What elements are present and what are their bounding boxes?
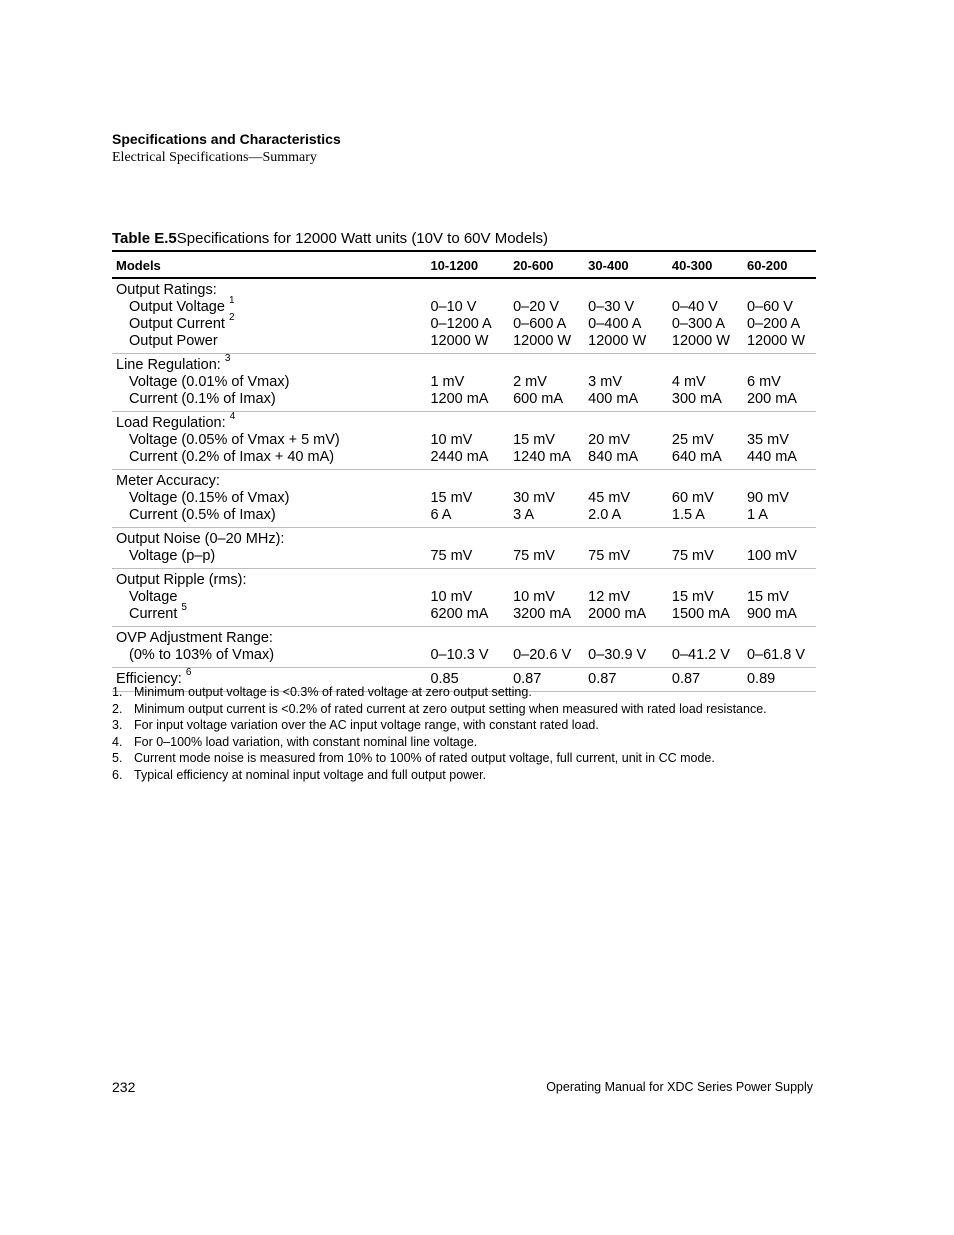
value: 2000 mA (588, 606, 647, 622)
value: 4 mV (671, 374, 706, 390)
footnote-ref: 3 (224, 353, 231, 365)
footnote-ref: 5 (181, 602, 187, 614)
parameter-label-line (116, 490, 422, 507)
value: 1200 mA (430, 391, 489, 407)
value: 0–30.9 V (588, 647, 647, 663)
value-cell (426, 412, 509, 470)
value-cell (668, 569, 743, 627)
value: 12000 W (588, 333, 647, 349)
value-cell (668, 354, 743, 412)
footnote-number: 3. (112, 718, 123, 732)
value: 12000 W (746, 333, 806, 349)
parameter-label-line (116, 333, 422, 350)
value: 15 mV (746, 589, 789, 605)
footnotes-list (112, 684, 767, 783)
value: 1240 mA (513, 449, 572, 465)
footnote-item (112, 750, 767, 767)
column-header: Models (112, 251, 426, 278)
parameter-label-line (116, 647, 422, 664)
value: 75 mV (513, 548, 555, 564)
parameter-label: Voltage (0.15% of Vmax) (129, 490, 290, 506)
footnote-text: For input voltage variation over the AC input voltage range, with constant rated load. (134, 718, 599, 732)
value-cell (668, 528, 743, 569)
column-header: 20-600 (509, 251, 584, 278)
value: 200 mA (746, 391, 797, 407)
value-cell (743, 627, 816, 668)
value-cell (584, 470, 668, 528)
value: 10 mV (513, 589, 555, 605)
value-cell (426, 278, 509, 354)
value: 15 mV (513, 432, 555, 448)
value: 640 mA (671, 449, 722, 465)
parameter-cell (112, 354, 426, 412)
value: 840 mA (588, 449, 639, 465)
value: 20 mV (588, 432, 631, 448)
value: 0.87 (588, 671, 617, 687)
value: 25 mV (671, 432, 714, 448)
value-cell (584, 627, 668, 668)
value: 0–600 A (513, 316, 567, 332)
value-cell (509, 278, 584, 354)
value: 1.5 A (671, 507, 705, 523)
value: 0–41.2 V (671, 647, 730, 663)
parameter-cell (112, 569, 426, 627)
table-caption-text: Specifications for 12000 Watt units (10V to 60V Models) (176, 230, 549, 247)
parameter-label-line (116, 374, 422, 391)
value: 440 mA (746, 449, 797, 465)
value: 600 mA (513, 391, 564, 407)
footnote-ref: 1 (228, 295, 235, 307)
value: 0–40 V (671, 299, 718, 315)
value-cell (743, 278, 816, 354)
section-subtitle: Electrical Specifications—Summary (112, 150, 317, 165)
value: 2440 mA (430, 449, 489, 465)
value: 3200 mA (513, 606, 572, 622)
footnote-ref: 6 (185, 667, 192, 679)
parameter-label: Voltage (p–p) (129, 548, 216, 564)
value: 0–300 A (671, 316, 726, 332)
value: 0–30 V (588, 299, 635, 315)
value: 2 mV (513, 374, 547, 390)
value: 400 mA (588, 391, 639, 407)
parameter-cell (112, 412, 426, 470)
value: 0–10.3 V (430, 647, 489, 663)
value-cell (509, 412, 584, 470)
value: 15 mV (430, 490, 473, 506)
table-row (112, 470, 816, 528)
parameter-label: Voltage (0.05% of Vmax + 5 mV) (129, 432, 340, 448)
value-cell (584, 412, 668, 470)
table-header-row (112, 251, 816, 278)
value: 0–20 V (513, 299, 560, 315)
value: 12000 W (513, 333, 572, 349)
value-cell (426, 569, 509, 627)
footnote-ref: 4 (229, 411, 236, 423)
value: 100 mV (746, 548, 797, 564)
column-header: 60-200 (743, 251, 816, 278)
value-cell (509, 528, 584, 569)
table-row (112, 278, 816, 354)
table-row (112, 412, 816, 470)
value: 75 mV (671, 548, 714, 564)
group-heading-line (116, 353, 422, 374)
group-heading: Load Regulation: (116, 415, 226, 431)
value-cell (426, 627, 509, 668)
table-row (112, 528, 816, 569)
parameter-label: Output Power (129, 333, 218, 349)
value-cell (426, 528, 509, 569)
value-cell (668, 278, 743, 354)
value: 0–20.6 V (513, 647, 572, 663)
value-cell (584, 354, 668, 412)
footnote-text: Current mode noise is measured from 10% to 100% of rated output voltage, full current, unit in CC mode. (134, 751, 715, 765)
group-heading: Line Regulation: (116, 357, 221, 373)
value: 900 mA (746, 606, 797, 622)
value: 3 mV (588, 374, 623, 390)
group-heading-line (116, 411, 422, 432)
value-cell (584, 528, 668, 569)
group-heading: Output Ripple (rms): (116, 572, 247, 588)
value: 0.87 (513, 671, 542, 687)
footnote-text: Minimum output current is <0.2% of rated current at zero output setting when measured with rated load resistance. (134, 701, 767, 716)
value: 0–200 A (746, 316, 801, 332)
value-cell (743, 470, 816, 528)
value: 2.0 A (588, 507, 622, 523)
parameter-label-line (116, 602, 422, 623)
specifications-table (112, 250, 816, 692)
column-header: 10-1200 (426, 251, 509, 278)
value: 12000 W (430, 333, 489, 349)
footnote-text: Typical efficiency at nominal input voltage and full output power. (134, 767, 487, 782)
value: 10 mV (430, 432, 473, 448)
value-cell (509, 354, 584, 412)
value: 0.87 (671, 671, 701, 687)
group-heading: Output Ratings: (116, 282, 217, 298)
value: 75 mV (430, 548, 473, 564)
footnote-item (112, 701, 767, 718)
value: 30 mV (513, 490, 555, 506)
parameter-label: Voltage (0.01% of Vmax) (129, 374, 290, 390)
value-cell (743, 569, 816, 627)
value-cell (509, 627, 584, 668)
manual-title: Operating Manual for XDC Series Power Supply (546, 1080, 813, 1094)
value: 12000 W (671, 333, 730, 349)
parameter-label-line (116, 391, 422, 408)
parameter-label-line (116, 449, 422, 466)
value: 35 mV (746, 432, 789, 448)
value: 0–61.8 V (746, 647, 806, 663)
value-cell (426, 354, 509, 412)
value: 90 mV (746, 490, 789, 506)
value-cell (509, 470, 584, 528)
footnote-text: For 0–100% load variation, with constant nominal line voltage. (134, 734, 478, 749)
column-header: 30-400 (584, 251, 668, 278)
footnote-number: 1. (112, 685, 123, 699)
value-cell (743, 354, 816, 412)
table-caption (112, 230, 548, 247)
parameter-label: Output Voltage (129, 299, 225, 315)
footnote-ref: 2 (228, 312, 235, 324)
parameter-cell (112, 528, 426, 569)
table-body (112, 278, 816, 692)
parameter-cell (112, 627, 426, 668)
table-row (112, 569, 816, 627)
group-heading: OVP Adjustment Range: (116, 630, 273, 646)
value: 0–400 A (588, 316, 642, 332)
value-cell (584, 278, 668, 354)
parameter-label-line (116, 432, 422, 449)
footnote-item (112, 717, 767, 734)
table-row (112, 627, 816, 668)
value: 12 mV (588, 589, 631, 605)
value-cell (584, 569, 668, 627)
value: 0.85 (430, 671, 459, 687)
parameter-label-line (116, 295, 422, 316)
page-number: 232 (112, 1079, 136, 1095)
value: 60 mV (671, 490, 714, 506)
value-cell (743, 528, 816, 569)
parameter-label-line (116, 312, 422, 333)
value-cell (426, 470, 509, 528)
footnote-item (112, 767, 767, 784)
value: 45 mV (588, 490, 631, 506)
parameter-cell (112, 470, 426, 528)
column-header: 40-300 (668, 251, 743, 278)
parameter-label: Voltage (129, 589, 178, 605)
value-cell (743, 412, 816, 470)
value-cell (668, 412, 743, 470)
parameter-label-line (116, 548, 422, 565)
footnote-number: 2. (112, 701, 123, 716)
group-heading: Meter Accuracy: (116, 473, 220, 489)
value-cell (668, 627, 743, 668)
value: 0–10 V (430, 299, 477, 315)
table-row (112, 354, 816, 412)
value: 10 mV (430, 589, 473, 605)
footnote-item (112, 734, 767, 751)
value: 0.89 (746, 671, 776, 687)
parameter-label: (0% to 103% of Vmax) (129, 647, 275, 663)
table-caption-label: Table E.5 (112, 230, 177, 247)
parameter-cell (112, 278, 426, 354)
footnote-number: 4. (112, 734, 123, 749)
value: 1500 mA (671, 606, 730, 622)
parameter-label: Efficiency: (116, 671, 182, 687)
value-cell (668, 470, 743, 528)
parameter-label-line (116, 589, 422, 606)
value-cell (509, 569, 584, 627)
parameter-label: Current (0.5% of Imax) (129, 507, 276, 523)
value: 6200 mA (430, 606, 489, 622)
value: 0–1200 A (430, 316, 492, 332)
value: 0–60 V (746, 299, 793, 315)
section-title: Specifications and Characteristics (112, 131, 341, 147)
group-heading: Output Noise (0–20 MHz): (116, 531, 285, 547)
value: 1 mV (430, 374, 465, 390)
parameter-label: Current (0.2% of Imax + 40 mA) (129, 449, 335, 465)
value: 3 A (513, 507, 535, 523)
value: 75 mV (588, 548, 631, 564)
value: 6 mV (746, 374, 781, 390)
footnote-number: 5. (112, 751, 123, 765)
footnote-number: 6. (112, 767, 123, 782)
footnote-item (112, 684, 767, 701)
value: 6 A (430, 507, 452, 523)
parameter-label-line (116, 507, 422, 524)
footnote-text: Minimum output voltage is <0.3% of rated voltage at zero output setting. (134, 685, 532, 699)
parameter-label: Output Current (129, 316, 225, 332)
value: 1 A (746, 507, 768, 523)
parameter-label: Current (129, 606, 178, 622)
parameter-label: Current (0.1% of Imax) (129, 391, 276, 407)
value: 15 mV (671, 589, 714, 605)
value: 300 mA (671, 391, 722, 407)
